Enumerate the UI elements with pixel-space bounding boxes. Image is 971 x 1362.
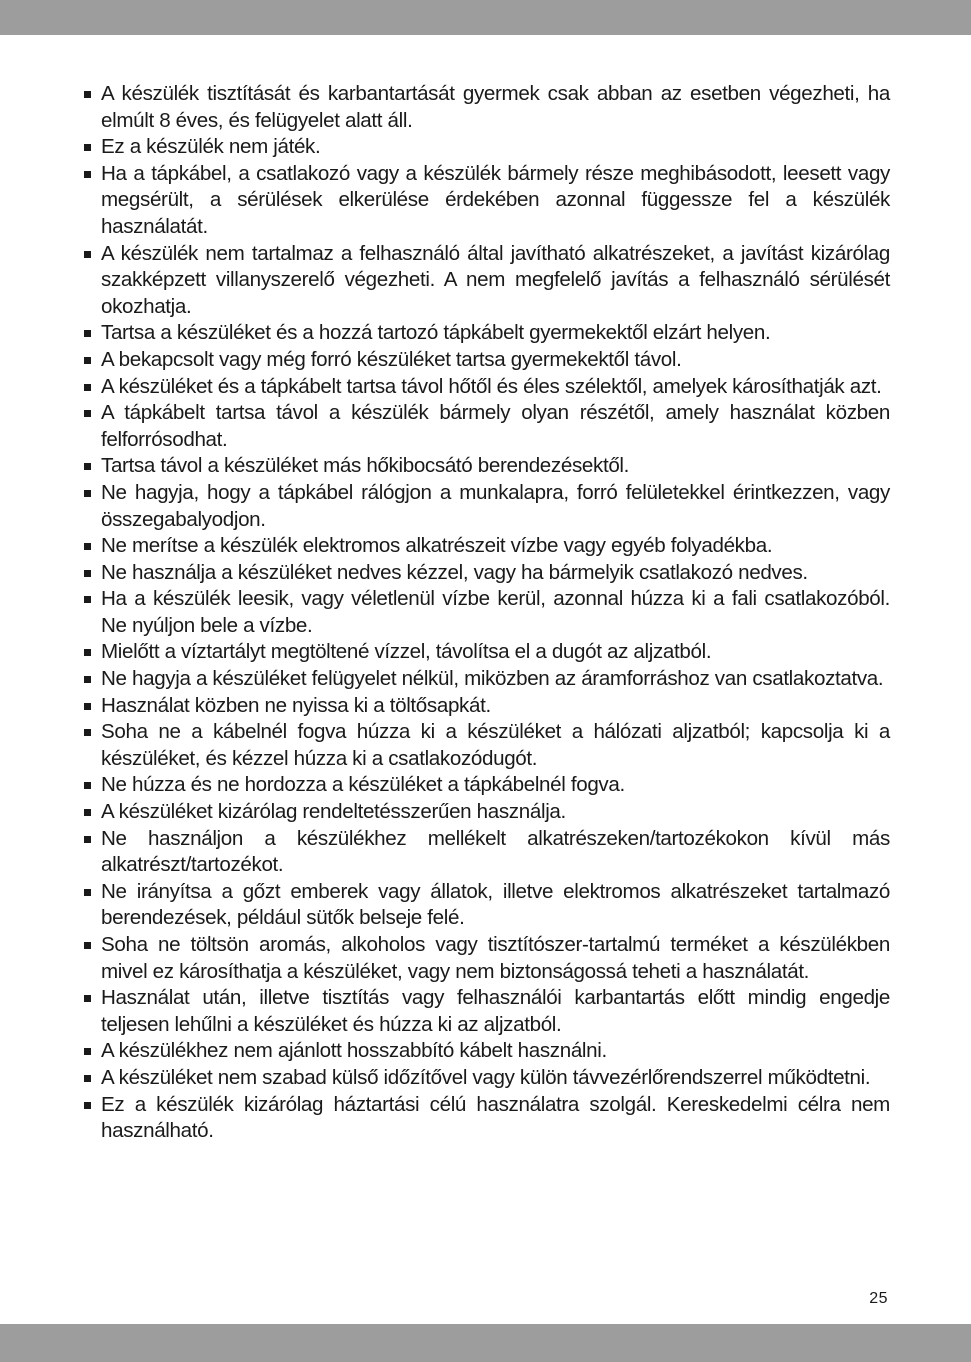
bullet-item: Ha a készülék leesik, vagy véletlenül vízbe kerül, azonnal húzza ki a fali csatlakozóból. Ne nyúljon bele a vízbe. xyxy=(80,586,890,639)
bullet-item: Ne húzza és ne hordozza a készüléket a tápkábelnél fogva. xyxy=(80,772,890,799)
bullet-item: Ha a tápkábel, a csatlakozó vagy a készülék bármely része meghibásodott, leesett vagy megsérült, a sérülések elkerülése érdekében azonnal függessze fel a készülék használatát. xyxy=(80,161,890,241)
bullet-item: A tápkábelt tartsa távol a készülék bármely olyan részétől, amely használat közben felforrósodhat. xyxy=(80,400,890,453)
bottom-band xyxy=(0,1324,971,1362)
bullet-item: Ez a készülék nem játék. xyxy=(80,134,890,161)
bullet-item: A készüléket kizárólag rendeltetésszerűen használja. xyxy=(80,799,890,826)
bullet-item: Ez a készülék kizárólag háztartási célú használatra szolgál. Kereskedelmi célra nem használható. xyxy=(80,1092,890,1145)
bullet-item: Mielőtt a víztartályt megtöltené vízzel, távolítsa el a dugót az aljzatból. xyxy=(80,639,890,666)
bullet-item: Soha ne töltsön aromás, alkoholos vagy tisztítószer-tartalmú terméket a készülékben mivel ez károsíthatja a készüléket, vagy nem biztonságossá teheti a használatát. xyxy=(80,932,890,985)
bullet-item: Tartsa távol a készüléket más hőkibocsátó berendezésektől. xyxy=(80,453,890,480)
bullet-list xyxy=(80,81,890,1145)
bullet-item: A készüléket nem szabad külső időzítővel vagy külön távvezérlőrendszerrel működtetni. xyxy=(80,1065,890,1092)
bullet-item: Soha ne a kábelnél fogva húzza ki a készüléket a hálózati aljzatból; kapcsolja ki a készüléket, és kézzel húzza ki a csatlakozódugót. xyxy=(80,719,890,772)
bullet-item: Ne irányítsa a gőzt emberek vagy állatok, illetve elektromos alkatrészeket tartalmazó berendezések, például sütők belseje felé. xyxy=(80,879,890,932)
bullet-item: A készülék nem tartalmaz a felhasználó által javítható alkatrészeket, a javítást kizárólag szakképzett villanyszerelő végezheti. A nem megfelelő javítás a felhasználó sérülését okozhatja. xyxy=(80,241,890,321)
bullet-item: Használat közben ne nyissa ki a töltősapkát. xyxy=(80,693,890,720)
safety-instructions xyxy=(80,81,890,1145)
bullet-item: A bekapcsolt vagy még forró készüléket tartsa gyermekektől távol. xyxy=(80,347,890,374)
bullet-item: Ne merítse a készülék elektromos alkatrészeit vízbe vagy egyéb folyadékba. xyxy=(80,533,890,560)
bullet-item: A készülékhez nem ajánlott hosszabbító kábelt használni. xyxy=(80,1038,890,1065)
bullet-item: Használat után, illetve tisztítás vagy felhasználói karbantartás előtt mindig engedje teljesen lehűlni a készüléket és húzza ki az aljzatból. xyxy=(80,985,890,1038)
bullet-item: Ne hagyja, hogy a tápkábel rálógjon a munkalapra, forró felületekkel érintkezzen, vagy összegabalyodjon. xyxy=(80,480,890,533)
top-band xyxy=(0,0,971,35)
bullet-item: Ne használja a készüléket nedves kézzel, vagy ha bármelyik csatlakozó nedves. xyxy=(80,560,890,587)
bullet-item: A készüléket és a tápkábelt tartsa távol hőtől és éles szélektől, amelyek károsíthatják azt. xyxy=(80,374,890,401)
bullet-item: Ne használjon a készülékhez mellékelt alkatrészeken/tartozékokon kívül más alkatrészt/tartozékot. xyxy=(80,826,890,879)
bullet-item: Tartsa a készüléket és a hozzá tartozó tápkábelt gyermekektől elzárt helyen. xyxy=(80,320,890,347)
page-number: 25 xyxy=(869,1290,888,1307)
bullet-item: Ne hagyja a készüléket felügyelet nélkül, miközben az áramforráshoz van csatlakoztatva. xyxy=(80,666,890,693)
bullet-item: A készülék tisztítását és karbantartását gyermek csak abban az esetben végezheti, ha elmúlt 8 éves, és felügyelet alatt áll. xyxy=(80,81,890,134)
